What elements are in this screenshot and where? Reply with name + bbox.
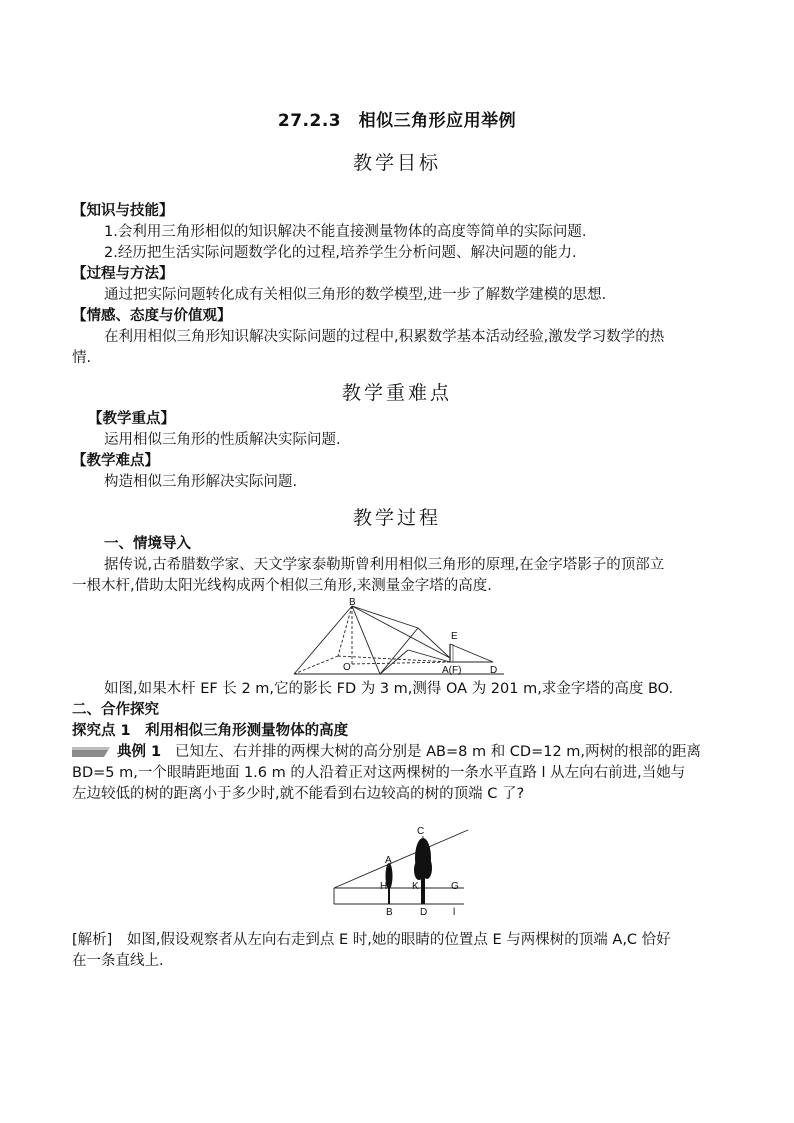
- intro-text-line2: 一根木杆,借助太阳光线构成两个相似三角形,来测量金字塔的高度.: [72, 578, 492, 594]
- teaching-difficulty-text: 构造相似三角形解决实际问题.: [104, 474, 298, 490]
- process-method-heading: 【过程与方法】: [72, 266, 174, 282]
- section-heading-objectives: 教学目标: [352, 152, 441, 174]
- teaching-difficulty-heading: 【教学难点】: [72, 453, 159, 469]
- tree-cd: [414, 838, 432, 904]
- example-label: 典例 1: [117, 744, 162, 760]
- knowledge-skills-heading: 【知识与技能】: [72, 203, 174, 219]
- label-B2: B: [386, 907, 393, 918]
- label-A: A: [385, 855, 392, 866]
- intro-text-line1: 据传说,古希腊数学家、天文学家泰勒斯曾利用相似三角形的原理,在金字塔影子的顶部立: [104, 557, 665, 573]
- attitude-values-text-line2: 情.: [72, 350, 92, 366]
- label-C: C: [417, 826, 425, 837]
- analysis-text-line1: [解析] 如图,假设观察者从左向右走到点 E 时,她的眼睛的位置点 E 与两棵树的顶端 A,C 恰好: [72, 932, 671, 948]
- pyramid-figure: [290, 596, 510, 678]
- label-D: D: [490, 665, 498, 676]
- example-ribbon-icon: [72, 745, 114, 759]
- intro-heading: 一、情境导入: [104, 536, 191, 552]
- page-title: 27.2.3 相似三角形应用举例: [277, 111, 517, 131]
- label-G: G: [451, 881, 459, 892]
- example-text-line3: 左边较低的树的距离小于多少时,就不能看到右边较高的树的顶端 C 了?: [72, 786, 525, 802]
- teaching-focus-text: 运用相似三角形的性质解决实际问题.: [104, 432, 341, 448]
- section-heading-process: 教学过程: [352, 507, 441, 529]
- label-K: K: [412, 881, 419, 892]
- sight-line: [334, 830, 468, 888]
- example-text-line1: 已知左、右并排的两棵大树的高分别是 AB=8 m 和 CD=12 m,两树的根部的距离: [175, 744, 702, 760]
- teaching-focus-heading: 【教学重点】: [88, 411, 175, 427]
- objective-item-1: 1.会利用三角形相似的知识解决不能直接测量物体的高度等简单的实际问题.: [104, 224, 587, 240]
- label-O: O: [343, 662, 351, 673]
- trees-figure: [330, 818, 470, 918]
- section-heading-key-points: 教学重难点: [341, 382, 452, 404]
- label-E: E: [451, 631, 458, 642]
- objective-item-2: 2.经历把生活实际问题数学化的过程,培养学生分析问题、解决问题的能力.: [104, 245, 577, 261]
- figure1-question: 如图,如果木杆 EF 长 2 m,它的影长 FD 为 3 m,测得 OA 为 201 m,求金字塔的高度 BO.: [104, 681, 674, 697]
- analysis-text-line2: 在一条直线上.: [72, 953, 164, 969]
- label-H: H: [380, 881, 388, 892]
- label-B: B: [349, 597, 356, 608]
- attitude-values-text-line1: 在利用相似三角形知识解决实际问题的过程中,积累数学基本活动经验,激发学习数学的热: [104, 329, 665, 345]
- label-AF: A(F): [442, 665, 462, 676]
- explore-point-heading: 探究点 1 利用相似三角形测量物体的高度: [72, 723, 349, 739]
- cooperation-heading: 二、合作探究: [72, 702, 159, 718]
- label-l: l: [453, 907, 456, 918]
- attitude-values-heading: 【情感、态度与价值观】: [72, 308, 232, 324]
- process-method-text: 通过把实际问题转化成有关相似三角形的数学模型,进一步了解数学建模的思想.: [104, 287, 607, 303]
- example-text-line2: BD=5 m,一个眼睛距地面 1.6 m 的人沿着正对这两棵树的一条水平直路 l 从左向右前进,当她与: [72, 765, 686, 781]
- label-D2: D: [420, 907, 428, 918]
